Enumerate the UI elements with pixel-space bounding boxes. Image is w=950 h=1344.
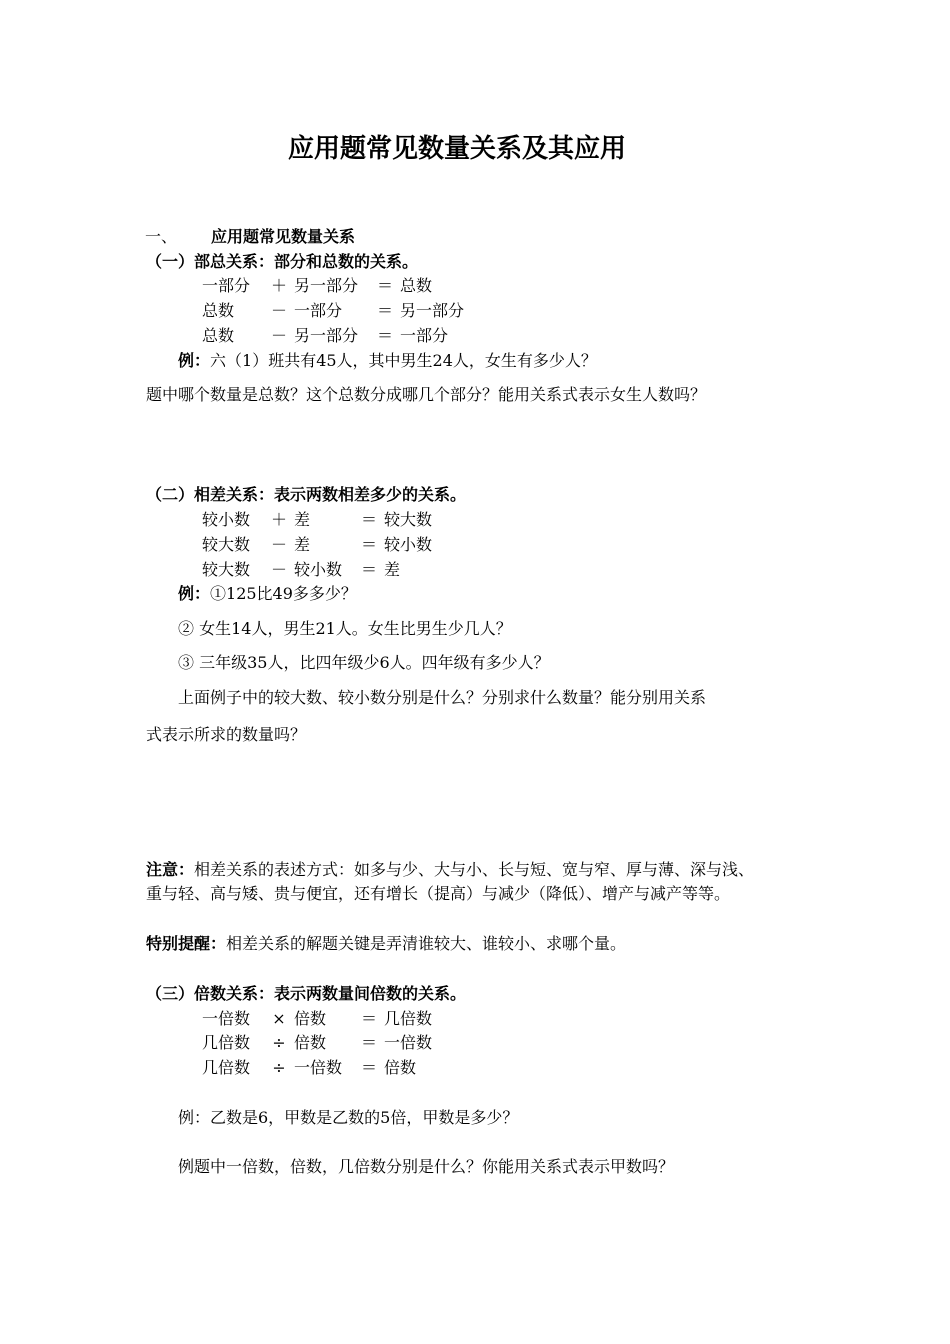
part2-equation-1: 较小数 ＋ 差 ＝ 较大数: [202, 510, 433, 529]
part2-equation-3: 较大数 － 较小数 ＝ 差: [202, 560, 401, 579]
note-line-1: 注意：相差关系的表述方式：如多与少、大与小、长与短、宽与窄、厚与薄、深与浅、: [146, 860, 755, 879]
part2-equation-2: 较大数 － 差 ＝ 较小数: [202, 535, 433, 554]
part1-example: 例：六（1）班共有45人，其中男生24人，女生有多少人？: [178, 351, 597, 370]
part3-heading: （三）倍数关系：表示两数量间倍数的关系。: [146, 984, 467, 1003]
part3-equation-1: 一倍数 × 倍数 ＝ 几倍数: [202, 1009, 433, 1028]
part2-example-1: 例：①125比49多多少？: [178, 584, 357, 603]
part1-equation-2: 总数 － 一部分 ＝ 另一部分: [202, 301, 465, 320]
part3-question: 例题中一倍数，倍数，几倍数分别是什么？你能用关系式表示甲数吗？: [178, 1157, 675, 1176]
part3-equation-2: 几倍数 ÷ 倍数 ＝ 一倍数: [202, 1033, 433, 1052]
part1-heading: （一）部总关系：部分和总数的关系。: [146, 252, 419, 271]
note-line-2: 重与轻、高与矮、贵与便宜，还有增长（提高）与减少（降低）、增产与减产等等。: [146, 884, 731, 903]
special-reminder: 特别提醒：相差关系的解题关键是弄清谁较大、谁较小、求哪个量。: [146, 934, 627, 953]
part3-equation-3: 几倍数 ÷ 一倍数 ＝ 倍数: [202, 1058, 417, 1077]
section-number: 一、: [145, 227, 178, 246]
section-heading: 应用题常见数量关系: [211, 227, 356, 246]
page-title: 应用题常见数量关系及其应用: [288, 134, 627, 164]
part2-question-line-1: 上面例子中的较大数、较小数分别是什么？分别求什么数量？能分别用关系: [178, 688, 707, 707]
part2-heading: （二）相差关系：表示两数相差多少的关系。: [146, 485, 467, 504]
part2-example-3: ③ 三年级35人，比四年级少6人。四年级有多少人？: [178, 653, 550, 672]
part2-example-2: ② 女生14人，男生21人。女生比男生少几人？: [178, 619, 512, 638]
part1-equation-1: 一部分 ＋ 另一部分 ＝ 总数: [202, 276, 433, 295]
part1-question: 题中哪个数量是总数？这个总数分成哪几个部分？能用关系式表示女生人数吗？: [146, 385, 707, 404]
part3-example: 例：乙数是6，甲数是乙数的5倍，甲数是多少？: [178, 1108, 519, 1127]
part2-question-line-2: 式表示所求的数量吗？: [146, 725, 307, 744]
part1-equation-3: 总数 － 另一部分 ＝ 一部分: [202, 326, 449, 345]
